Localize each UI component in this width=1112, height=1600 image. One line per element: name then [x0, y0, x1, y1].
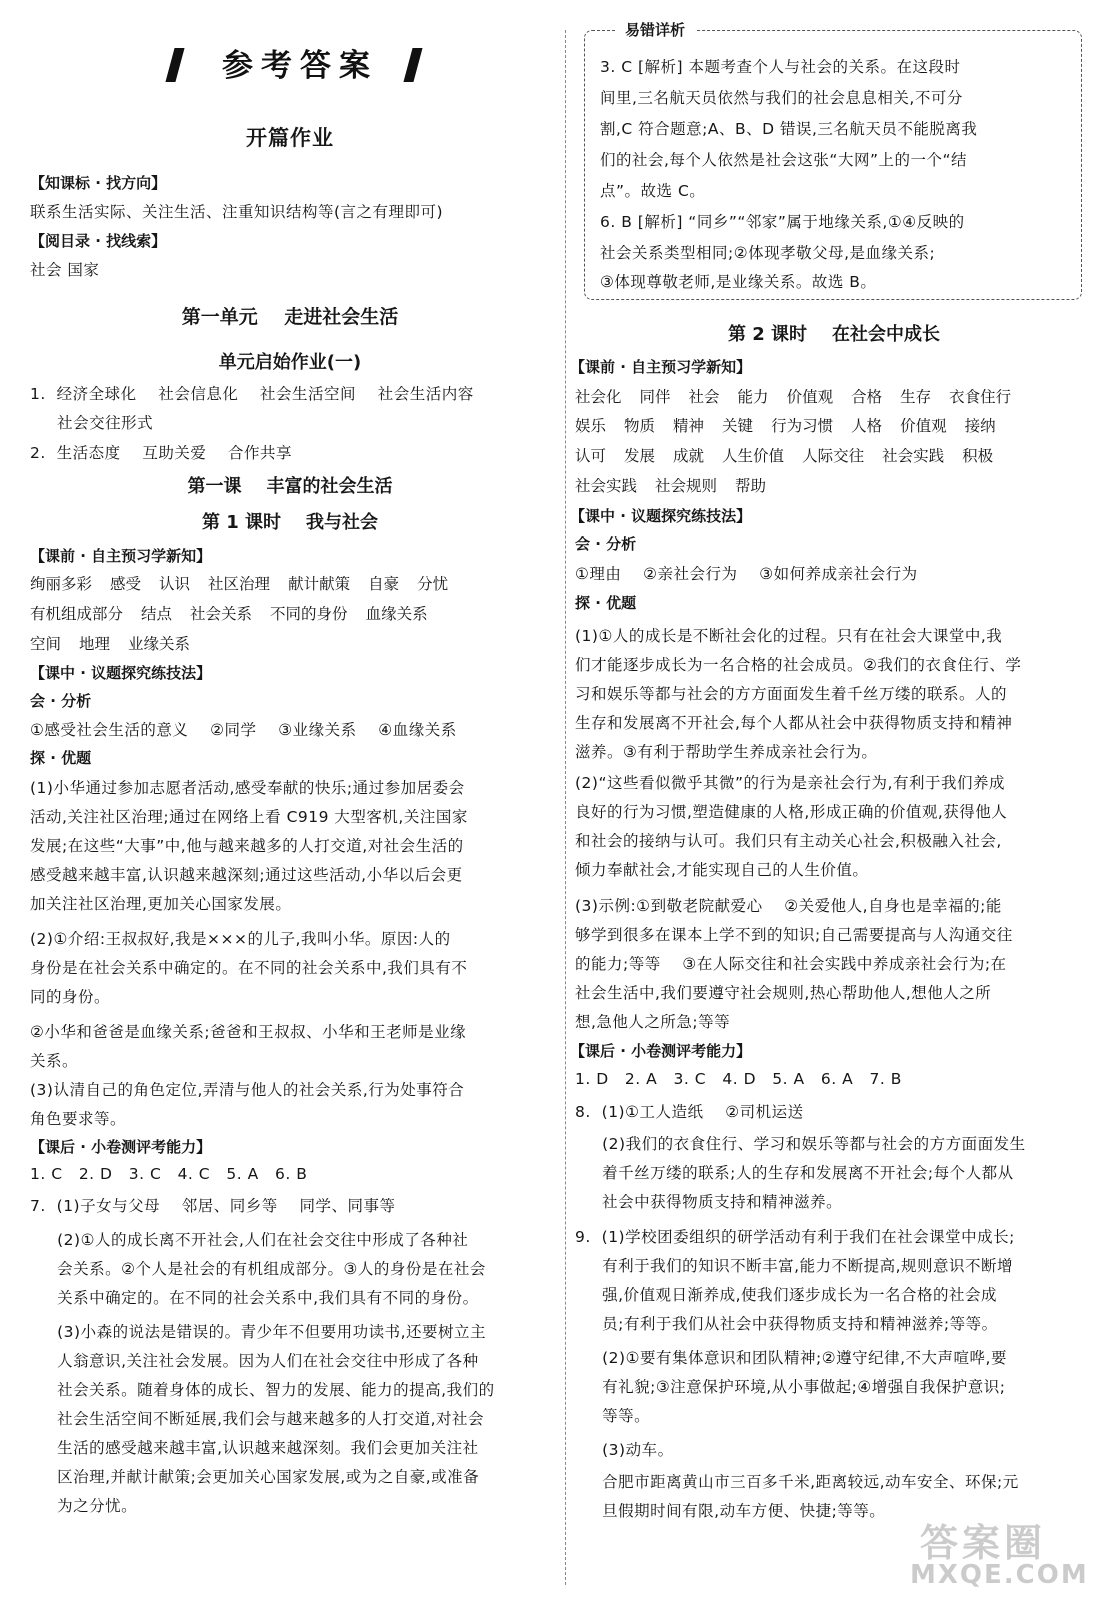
word: 献计献策 — [288, 575, 351, 593]
answer-line: 联系生活实际、关注生活、注重知识结构等(言之有理即可) — [30, 203, 444, 221]
box-line: ③体现尊敬老师,是业缘关系。故选 B。 — [600, 273, 877, 291]
box-line: 社会关系类型相同;②体现孝敬父母,是血缘关系; — [600, 244, 936, 262]
answer-line: 生存和发展离不开社会,每个人都从社会中获得物质支持和精神 — [575, 714, 1013, 732]
answer-line: 关系。 — [30, 1052, 79, 1070]
section-header: 【阅目录 · 找线索】 — [30, 232, 167, 250]
word: 社会规则 — [655, 477, 718, 495]
answer-line: 够学到很多在课本上学不到的知识;自己需要提高与人沟通交往 — [575, 926, 1013, 944]
section-header: 【知课标 · 找方向】 — [30, 174, 167, 192]
word: 精神 — [673, 417, 705, 435]
answer-line: (1)①人的成长是不断社会化的过程。只有在社会大课堂中,我 — [575, 627, 1003, 645]
word-row — [30, 572, 466, 594]
section-header: 【课中 · 议题探究练技法】 — [30, 664, 212, 682]
answer-line: 生活的感受越来越丰富,认识越来越深刻。我们会更加关注社 — [30, 1439, 479, 1457]
answer-line: 身份是在社会关系中确定的。在不同的社会关系中,我们具有不 — [30, 959, 468, 977]
answer-line: (2)我们的衣食住行、学习和娱乐等都与社会的方方面面发生 — [575, 1135, 1026, 1153]
word: 帮助 — [735, 477, 767, 495]
word-row — [30, 632, 208, 654]
word: 空间 — [30, 635, 62, 653]
word: 人生价值 — [722, 447, 785, 465]
word: 社会 — [688, 388, 720, 406]
answer-line: 社会关系。随着身体的成长、智力的发展、能力的提高,我们的 — [30, 1381, 495, 1399]
answer-line: 员;有利于我们从社会中获得物质支持和精神滋养;等等。 — [575, 1315, 998, 1333]
answer-line: 1. D 2. A 3. C 4. D 5. A 6. A 7. B — [575, 1070, 902, 1088]
word: 感受 — [110, 575, 142, 593]
answer-line: 会关系。②个人是社会的有机组成部分。③人的身份是在社会 — [30, 1260, 486, 1278]
section-header: 【课前 · 自主预习学新知】 — [570, 358, 752, 376]
answer-line: (2)①人的成长离不开社会,人们在社会交往中形成了各种社 — [30, 1231, 469, 1249]
box-line: 点”。故选 C。 — [600, 182, 706, 200]
kaipian-title: 开篇作业 — [246, 126, 334, 150]
word: 自豪 — [368, 575, 400, 593]
period-title: 第 2 课时 在社会中成长 — [727, 324, 941, 345]
answer-line: 感受越来越丰富,认识越来越深刻;通过这些活动,小华以后会更 — [30, 866, 463, 884]
answer-line: 社会生活中,我们要遵守社会规则,热心帮助他人,想他人之所 — [575, 984, 992, 1002]
word: 能力 — [737, 388, 769, 406]
sub-header: 会 · 分析 — [575, 535, 637, 553]
word: 结点 — [141, 605, 173, 623]
answer-line: (3)动车。 — [575, 1441, 674, 1459]
box-line: 割,C 符合题意;A、B、D 错误,三名航天员不能脱离我 — [600, 120, 978, 138]
word: 地理 — [79, 635, 111, 653]
word-row — [575, 414, 1014, 436]
word: 人格 — [851, 417, 883, 435]
word: 行为习惯 — [771, 417, 834, 435]
word-row — [575, 385, 1029, 407]
word-row — [575, 444, 1011, 466]
answer-line: 良好的行为习惯,塑造健康的人格,形成正确的价值观,获得他人 — [575, 803, 1008, 821]
word-row — [30, 602, 446, 624]
word: 价值观 — [900, 417, 947, 435]
sub-header: 探 · 优题 — [575, 594, 637, 612]
word: 接纳 — [964, 417, 996, 435]
word: 有机组成部分 — [30, 605, 124, 623]
answer-line: 区治理,并献计献策;会更加关心国家发展,或为之自豪,或准备 — [30, 1468, 480, 1486]
answer-line: 角色要求等。 — [30, 1110, 127, 1128]
sub-header: 会 · 分析 — [30, 692, 92, 710]
watermark-cn: 答案圈 — [920, 1521, 1047, 1565]
word: 物质 — [624, 417, 656, 435]
answer-line: 9. (1)学校团委组织的研学活动有利于我们在社会课堂中成长; — [575, 1228, 1015, 1246]
word: 成就 — [673, 447, 705, 465]
word: 同伴 — [639, 388, 671, 406]
answer-line: 有礼貌;③注意保护环境,从小事做起;④增强自我保护意识; — [575, 1378, 1006, 1396]
answer-line: 们才能逐步成长为一名合格的社会成员。②我们的衣食住行、学 — [575, 656, 1022, 674]
box-line: 们的社会,每个人依然是社会这张“大网”上的一个“结 — [600, 151, 968, 169]
sub-header: 探 · 优题 — [30, 749, 92, 767]
word: 社区治理 — [208, 575, 271, 593]
section-header: 【课中 · 议题探究练技法】 — [570, 507, 752, 525]
slash-icon — [403, 48, 422, 82]
word: 衣食住行 — [949, 388, 1012, 406]
word: 生存 — [900, 388, 932, 406]
section-header: 【课后 · 小卷测评考能力】 — [570, 1042, 752, 1060]
lesson-title: 第一课 丰富的社会生活 — [187, 476, 393, 497]
word: 分忧 — [417, 575, 449, 593]
answer-line: 强,价值观日渐养成,使我们逐步成长为一名合格的社会成 — [575, 1286, 997, 1304]
watermark — [900, 1512, 1090, 1592]
word: 积极 — [962, 447, 994, 465]
answer-line: (1)小华通过参加志愿者活动,感受奉献的快乐;通过参加居委会 — [30, 779, 465, 797]
answer-line: 有利于我们的知识不断丰富,能力不断提高,规则意识不断增 — [575, 1257, 1013, 1275]
answer-line: 社会生活空间不断延展,我们会与越来越多的人打交道,对社会 — [30, 1410, 484, 1428]
answer-line: 习和娱乐等都与社会的方方面面发生着千丝万缕的联系。人的 — [575, 685, 1008, 703]
answer-line: 发展;在这些“大事”中,他与越来越多的人打交道,对社会生活的 — [30, 837, 464, 855]
answer-line: 倾力奉献社会,才能实现自己的人生价值。 — [575, 861, 869, 879]
answer-line: 2. 生活态度 互助关爱 合作共享 — [30, 444, 293, 462]
answer-line: 活动,关注社区治理;通过在网络上看 C919 大型客机,关注国家 — [30, 808, 468, 826]
page-title: 参考答案 — [222, 48, 378, 84]
answer-line: (2)“这些看似微乎其微”的行为是亲社会行为,有利于我们养成 — [575, 774, 1005, 792]
word: 社会实践 — [882, 447, 945, 465]
watermark-en: MXQE.COM — [910, 1560, 1089, 1590]
answer-line: 关系中确定的。在不同的社会关系中,我们具有不同的身份。 — [30, 1289, 479, 1307]
period-title: 第 1 课时 我与社会 — [201, 512, 379, 533]
word: 社会实践 — [575, 477, 638, 495]
page-title-logo — [170, 44, 430, 88]
section-header: 【课后 · 小卷测评考能力】 — [30, 1138, 212, 1156]
answer-line: 人翁意识,关注社会发展。因为人们在社会交往中形成了各种 — [30, 1352, 479, 1370]
answer-line: 滋养。③有利于帮助学生养成亲社会行为。 — [575, 743, 878, 761]
word: 价值观 — [786, 388, 834, 406]
slash-icon — [165, 48, 184, 82]
answer-line: 着千丝万缕的联系;人的生存和发展离不开社会;每个人都从 — [575, 1164, 1014, 1182]
answer-line: 7. (1)子女与父母 邻居、同乡等 同学、同事等 — [30, 1197, 396, 1215]
answer-line: 合肥市距离黄山市三百多千米,距离较远,动车安全、环保;元 — [575, 1473, 1019, 1491]
answer-line: (3)认清自己的角色定位,弄清与他人的社会关系,行为处事符合 — [30, 1081, 465, 1099]
word: 绚丽多彩 — [30, 575, 93, 593]
answer-line: 社会 国家 — [30, 261, 100, 279]
answer-line: 旦假期时间有限,动车方便、快捷;等等。 — [575, 1502, 886, 1520]
answer-line: 的能力;等等 ③在人际交往和社会实践中养成亲社会行为;在 — [575, 955, 1007, 973]
answer-line: ①理由 ②亲社会行为 ③如何养成亲社会行为 — [575, 565, 918, 583]
answer-line: 加关注社区治理,更加关心国家发展。 — [30, 895, 292, 913]
column-divider — [565, 30, 566, 1585]
answer-line: (2)①介绍:王叔叔好,我是×××的儿子,我叫小华。原因:人的 — [30, 930, 451, 948]
box-title: 易错详析 — [615, 19, 695, 40]
answer-line: ①感受社会生活的意义 ②同学 ③业缘关系 ④血缘关系 — [30, 721, 457, 739]
answer-line: 8. (1)①工人造纸 ②司机运送 — [575, 1103, 804, 1121]
answer-line: (2)①要有集体意识和团队精神;②遵守纪律,不大声喧哗,要 — [575, 1349, 1007, 1367]
box-line: 6. B [解析] “同乡”“邻家”属于地缘关系,①④反映的 — [600, 213, 965, 231]
word: 血缘关系 — [365, 605, 428, 623]
answer-line: 想,急他人之所急;等等 — [575, 1013, 731, 1031]
word: 认识 — [159, 575, 191, 593]
answer-line: 1. C 2. D 3. C 4. C 5. A 6. B — [30, 1165, 308, 1183]
answer-line: 等等。 — [575, 1407, 651, 1425]
box-line: 间里,三名航天员依然与我们的社会息息相关,不可分 — [600, 89, 963, 107]
unit-start-title: 单元启始作业(一) — [218, 352, 362, 373]
word: 发展 — [624, 447, 656, 465]
word: 不同的身份 — [270, 605, 348, 623]
word: 业缘关系 — [128, 635, 191, 653]
word: 人际交往 — [802, 447, 865, 465]
word: 关键 — [722, 417, 754, 435]
answer-line: 社会交往形式 — [30, 414, 154, 432]
answer-line: 社会中获得物质支持和精神滋养。 — [575, 1193, 843, 1211]
unit-title: 第一单元 走进社会生活 — [181, 306, 399, 328]
word: 社会关系 — [190, 605, 253, 623]
answer-line: 同的身份。 — [30, 988, 111, 1006]
answer-line: (3)示例:①到敬老院献爱心 ②关爱他人,自身也是幸福的;能 — [575, 897, 1002, 915]
answer-line: (3)小森的说法是错误的。青少年不但要用功读书,还要树立主 — [30, 1323, 487, 1341]
answer-line: 和社会的接纳与认可。我们只有主动关心社会,积极融入社会, — [575, 832, 1002, 850]
answer-line: 1. 经济全球化 社会信息化 社会生活空间 社会生活内容 — [30, 385, 474, 403]
word-row — [575, 474, 784, 496]
box-line: 3. C [解析] 本题考查个人与社会的关系。在这段时 — [600, 58, 961, 76]
word: 社会化 — [575, 388, 622, 406]
answer-line: 为之分忧。 — [30, 1497, 138, 1515]
section-header: 【课前 · 自主预习学新知】 — [30, 547, 212, 565]
word: 认可 — [575, 447, 607, 465]
answer-line: ②小华和爸爸是血缘关系;爸爸和王叔叔、小华和王老师是业缘 — [30, 1023, 467, 1041]
word: 合格 — [851, 388, 883, 406]
word: 娱乐 — [575, 417, 607, 435]
